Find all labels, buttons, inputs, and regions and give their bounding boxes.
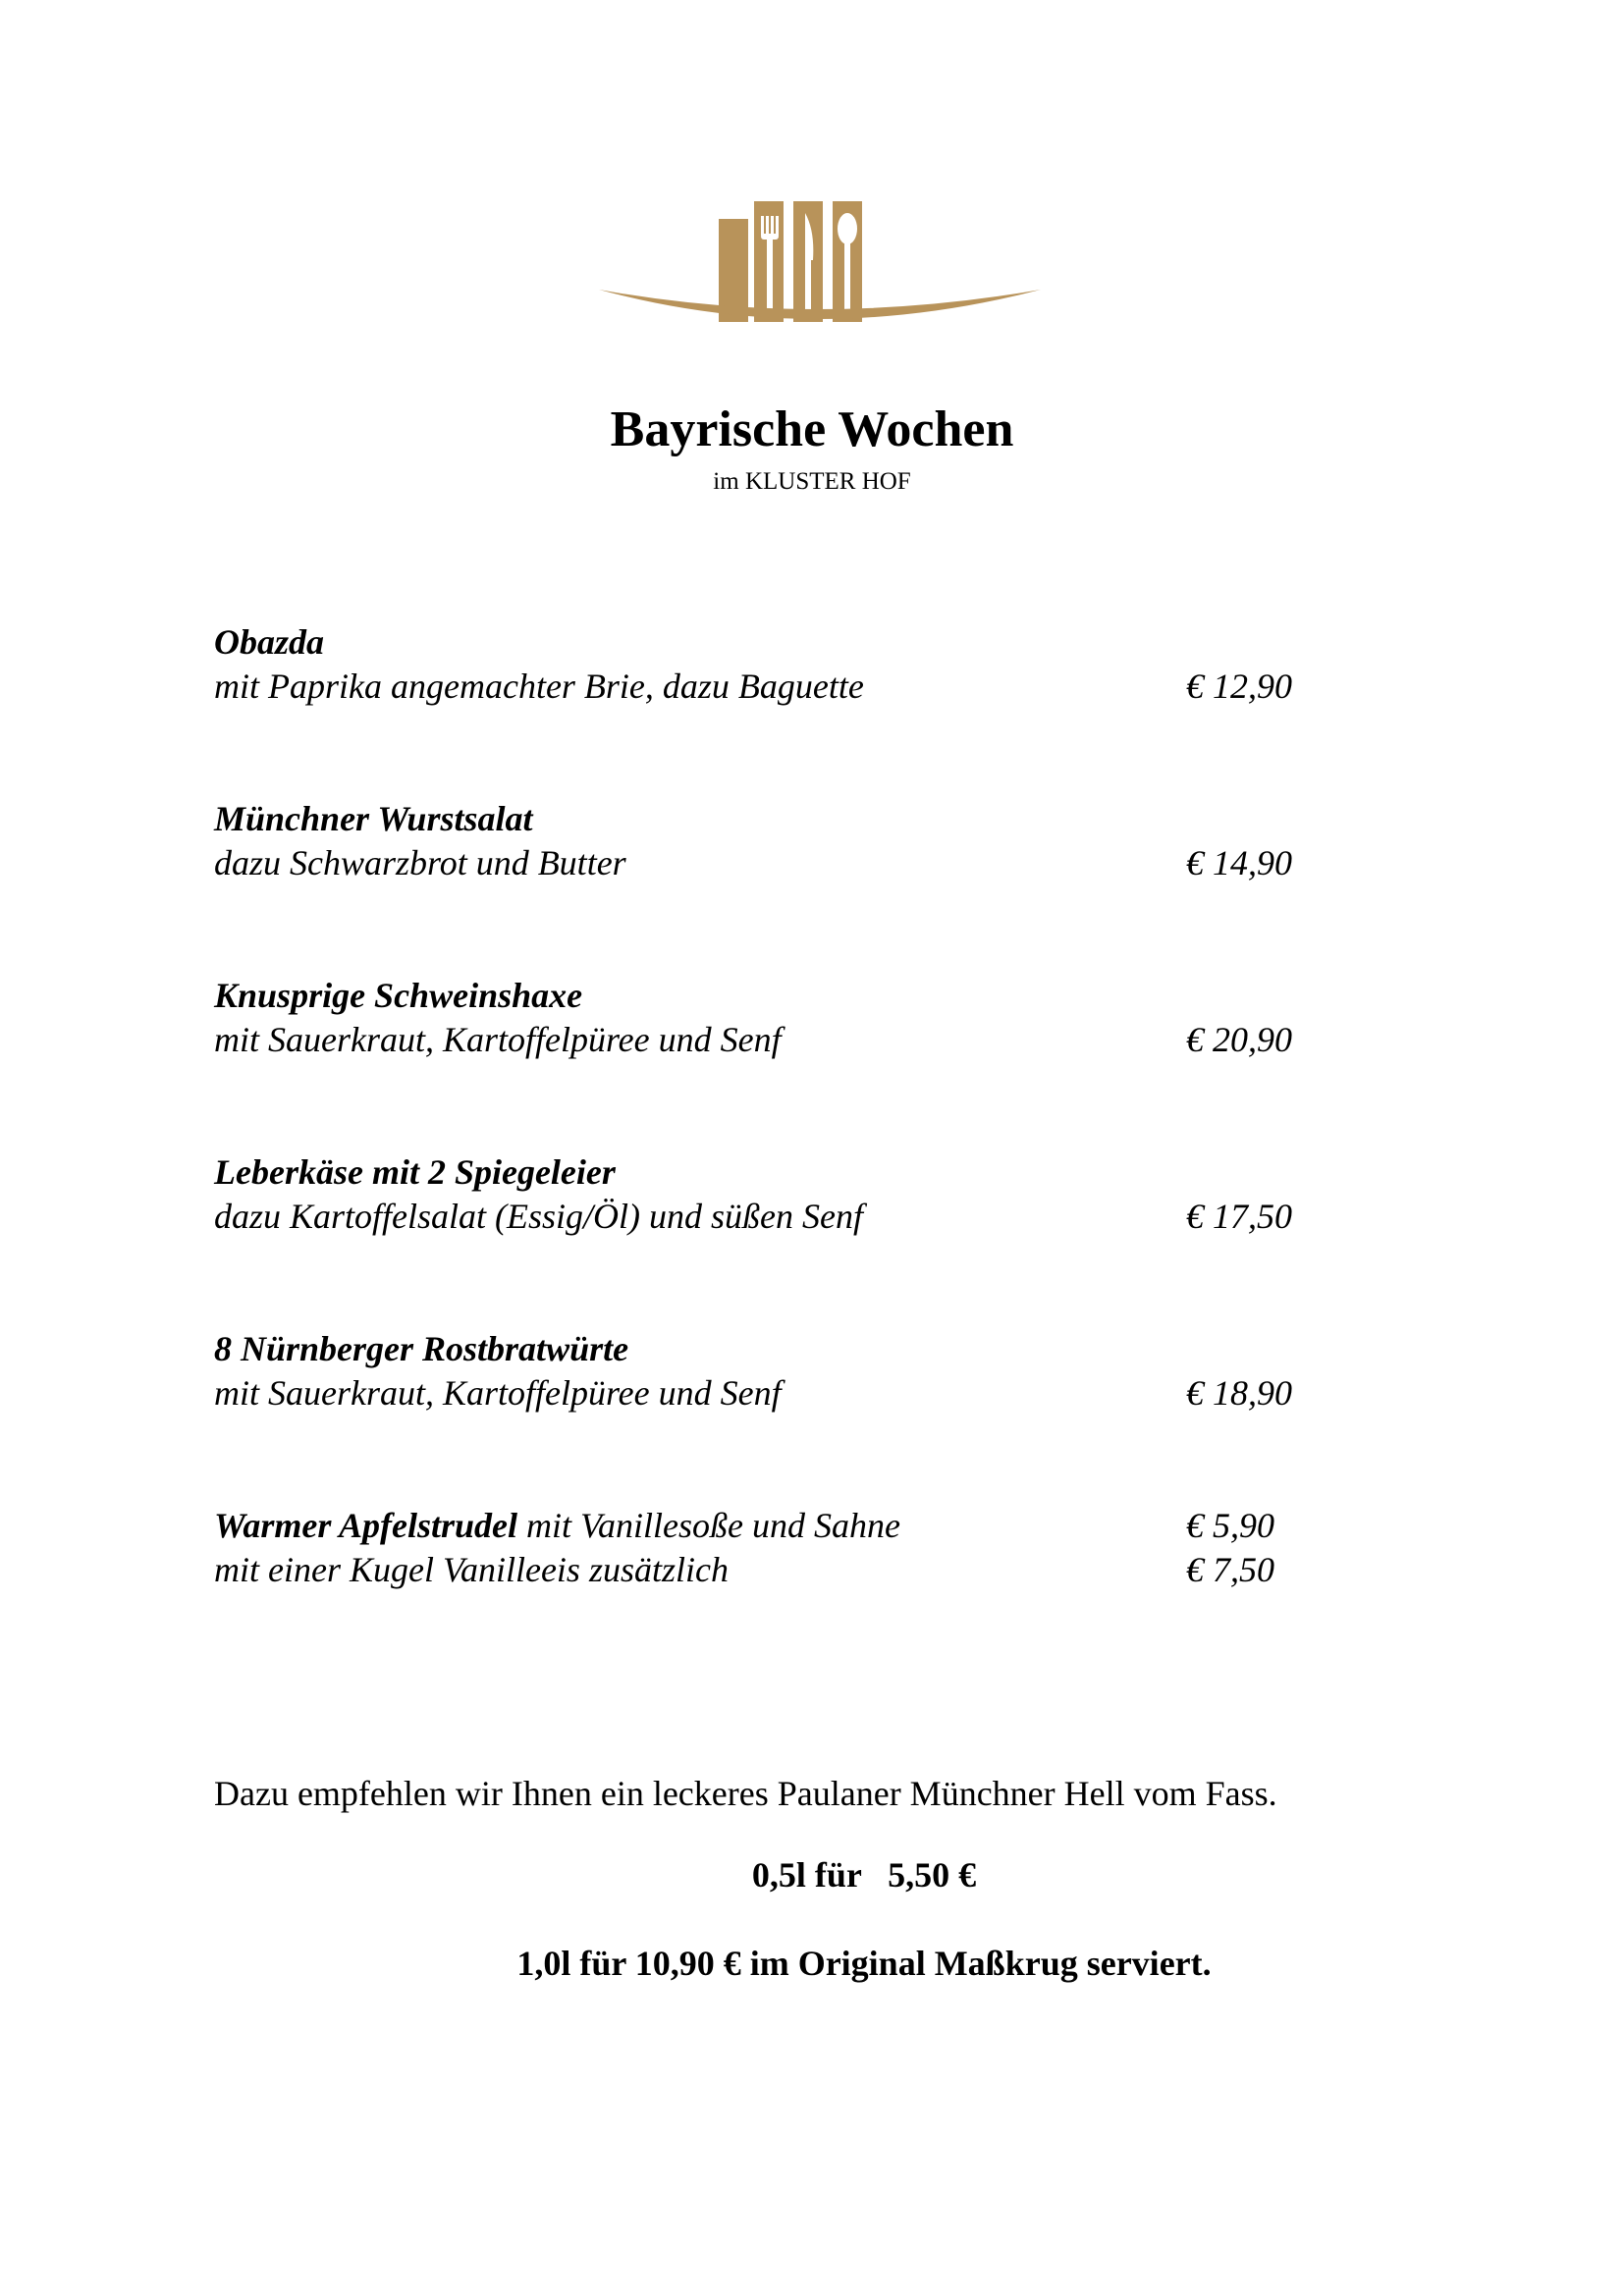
page-title: Bayrische Wochen <box>610 401 1014 457</box>
dish-name: Knusprige Schweinshaxe <box>214 976 583 1015</box>
dish-price: € 5,90 <box>1186 1506 1274 1545</box>
dish-description: mit Sauerkraut, Kartoffelpüree und Senf <box>214 1373 782 1413</box>
dish-description: mit Paprika angemachter Brie, dazu Baguette <box>214 667 864 706</box>
dish-description: mit einer Kugel Vanilleeis zusätzlich <box>214 1550 729 1589</box>
menu-item <box>214 1504 1343 1602</box>
menu-item <box>214 1327 1343 1425</box>
dish-price: € 18,90 <box>1186 1373 1292 1413</box>
beer-price-small: 0,5l für 5,50 € <box>751 1855 977 1895</box>
dish-name: Leberkäse mit 2 Spiegeleier <box>214 1152 616 1192</box>
dish-price: € 7,50 <box>1186 1550 1274 1589</box>
dish-price: € 20,90 <box>1186 1020 1292 1059</box>
menu-item <box>214 620 1343 719</box>
dish-price: € 17,50 <box>1186 1197 1292 1236</box>
menu-item <box>214 974 1343 1072</box>
menu-item <box>214 1150 1343 1249</box>
restaurant-cutlery-logo <box>599 191 1041 339</box>
page-subtitle: im KLUSTER HOF <box>713 468 911 495</box>
dish-name: Münchner Wurstsalat <box>214 799 533 838</box>
dish-description: mit Sauerkraut, Kartoffelpüree und Senf <box>214 1020 782 1059</box>
dish-name-suffix: mit Vanillesoße und Sahne <box>517 1506 900 1545</box>
dish-name: Obazda <box>214 622 325 662</box>
dish-price: € 12,90 <box>1186 667 1292 706</box>
dish-description: dazu Schwarzbrot und Butter <box>214 843 626 882</box>
dish-price: € 14,90 <box>1186 843 1292 882</box>
dish-name: Warmer Apfelstrudel <box>214 1506 518 1545</box>
beer-price-large: 1,0l für 10,90 € im Original Maßkrug serviert. <box>516 1944 1212 1983</box>
dish-name: 8 Nürnberger Rostbratwürte <box>214 1329 629 1368</box>
dish-description: dazu Kartoffelsalat (Essig/Öl) und süßen Senf <box>214 1197 863 1236</box>
beer-recommendation: Dazu empfehlen wir Ihnen ein leckeres Paulaner Münchner Hell vom Fass. <box>214 1774 1277 1813</box>
menu-item <box>214 797 1343 895</box>
